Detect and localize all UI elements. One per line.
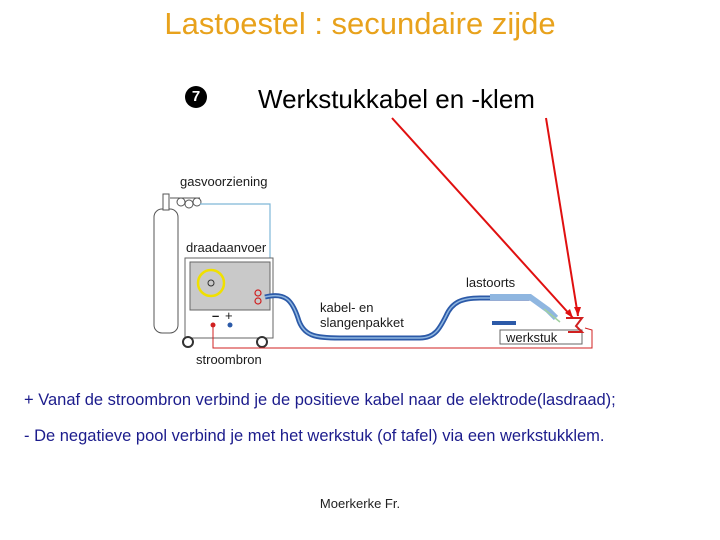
arrow-head-clamp <box>574 307 581 316</box>
wheel-right <box>257 337 267 347</box>
label-workpiece: werkstuk <box>506 330 558 345</box>
minus-label: – <box>212 308 220 323</box>
step-number-badge: 7 <box>185 86 207 108</box>
wheel-left <box>183 337 193 347</box>
positive-terminal <box>228 323 233 328</box>
slide-title: Lastoestel : secundaire zijde <box>164 6 556 41</box>
label-power: stroombron <box>196 352 262 367</box>
positive-cable-text: + Vanaf de stroombron verbind je de positieve kabel naar de elektrode(lasdraad); <box>24 391 616 409</box>
arrow-to-clamp <box>546 118 578 316</box>
label-cable-line1: kabel- en <box>320 300 374 315</box>
slide-subtitle: Werkstukkabel en -klem <box>258 84 535 114</box>
negative-cable-text: - De negatieve pool verbind je met het werkstuk (of tafel) via een werkstukklem. <box>24 427 605 445</box>
label-gas: gasvoorziening <box>180 174 268 189</box>
label-cable-line2: slangenpakket <box>320 315 404 330</box>
wire-feeder-box <box>190 262 270 310</box>
plus-label: + <box>225 308 233 323</box>
label-torch: lastoorts <box>466 275 516 290</box>
author-footer: Moerkerke Fr. <box>319 496 401 511</box>
label-feeder: draadaanvoer <box>186 240 267 255</box>
torch-handle <box>492 321 516 325</box>
